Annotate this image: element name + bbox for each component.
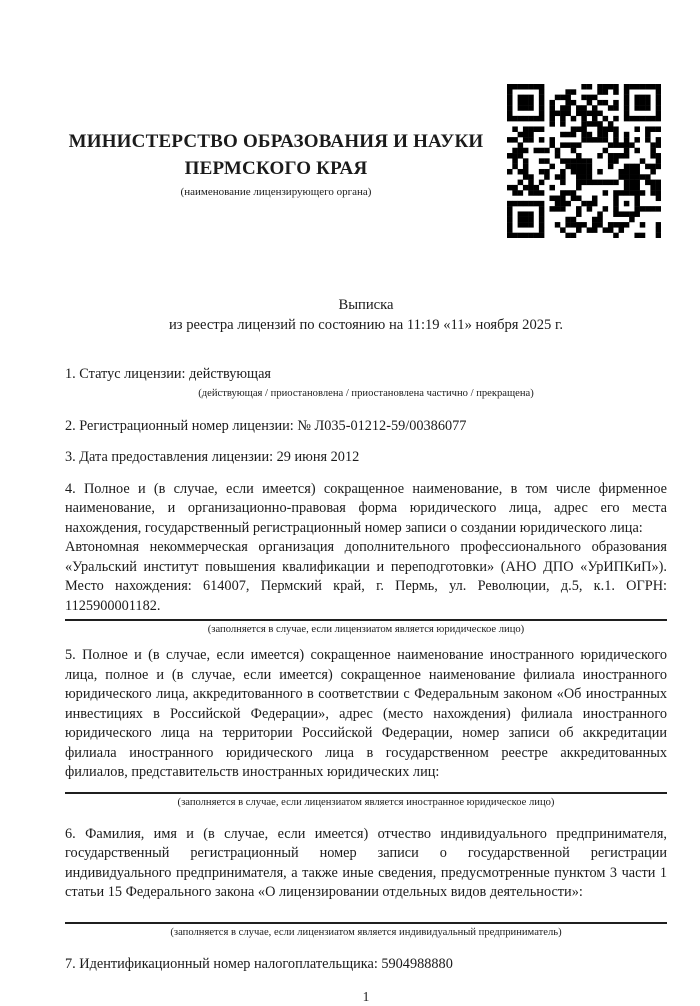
- field-license-status: 1. Статус лицензии: действующая: [65, 366, 271, 382]
- field-foreign-entity-note: (заполняется в случае, если лицензиатом является иностранное юридическое лицо): [177, 796, 555, 808]
- field-registration-number: 2. Регистрационный номер лицензии: № Л035-01212-59/00386077: [65, 417, 467, 434]
- field-taxpayer-number: 7. Идентификационный номер налогоплательщика: 5904988880: [65, 955, 453, 972]
- licensing-authority-block: [65, 128, 487, 199]
- field-legal-entity-value: Автономная некоммерческая организация дополнительного профессионального образования «Уральский институт повышения квалификации и переподготовки» (АНО ДПО «УрИПКиП»). Место нахождения: 614007, Пермский край, г. Пермь, ул. Революции, д.5, к.1. ОГРН: 1125900001182.: [65, 539, 667, 614]
- field-legal-entity-label: 4. Полное и (в случае, если имеется) сокращенное наименование, в том числе фирменное наименование, и организационно-правовая форма юридического лица, адрес его места нахождения, государственный регистрационный номер записи о создании юридического лица:: [65, 480, 667, 536]
- field-legal-entity-rule: [65, 619, 667, 621]
- title-line2: из реестра лицензий по состоянию на 11:19 «11» ноября 2025 г.: [168, 317, 563, 333]
- field-legal-entity-note: (заполняется в случае, если лицензиатом является юридическое лицо): [207, 624, 525, 635]
- document-header: [0, 0, 700, 253]
- document-title: [65, 295, 667, 335]
- qr-code-icon: [507, 84, 661, 238]
- field-license-status-note: (действующая / приостановлена / приостановлена частично / прекращена): [198, 387, 534, 399]
- ministry-name-line1: МИНИСТЕРСТВО ОБРАЗОВАНИЯ И НАУКИ: [68, 131, 484, 152]
- field-entrepreneur-rule: [65, 922, 667, 924]
- field-foreign-entity-label: 5. Полное и (в случае, если имеется) сокращенное наименование иностранного юридического лица, полное и (в случае, если имеется) сокращенное наименование филиала иностранного юридического лица, аккредитованного в соответствии с Федеральным законом «Об иностранных инвестициях в Российской Федерации», адрес (место нахождения) филиала иностранного юридического лица на территории Российской Федерации, номер записи об аккредитации филиала иностранного юридического лица в государственном реестре аккредитованных филиалов, представительств иностранных юридических лиц:: [65, 647, 667, 780]
- field-entrepreneur-label: 6. Фамилия, имя и (в случае, если имеется) отчество индивидуального предпринимателя, государственный регистрационный номер записи о государственной регистрации индивидуального предпринимателя, а также иные сведения, предусмотренные пунктом 3 части 1 статьи 15 Федерального закона «О лицензировании отдельных видов деятельности»:: [65, 825, 667, 900]
- title-line1: Выписка: [338, 297, 394, 313]
- page-number: 1: [362, 989, 370, 1004]
- ministry-name-line2: ПЕРМСКОГО КРАЯ: [184, 158, 368, 179]
- licensing-authority-caption: (наименование лицензирующего органа): [180, 186, 372, 198]
- field-grant-date: 3. Дата предоставления лицензии: 29 июня 2012: [65, 449, 360, 465]
- field-foreign-entity-rule: [65, 792, 667, 794]
- field-entrepreneur-note: (заполняется в случае, если лицензиатом является индивидуальный предприниматель): [170, 926, 562, 938]
- document-body: [0, 295, 700, 1006]
